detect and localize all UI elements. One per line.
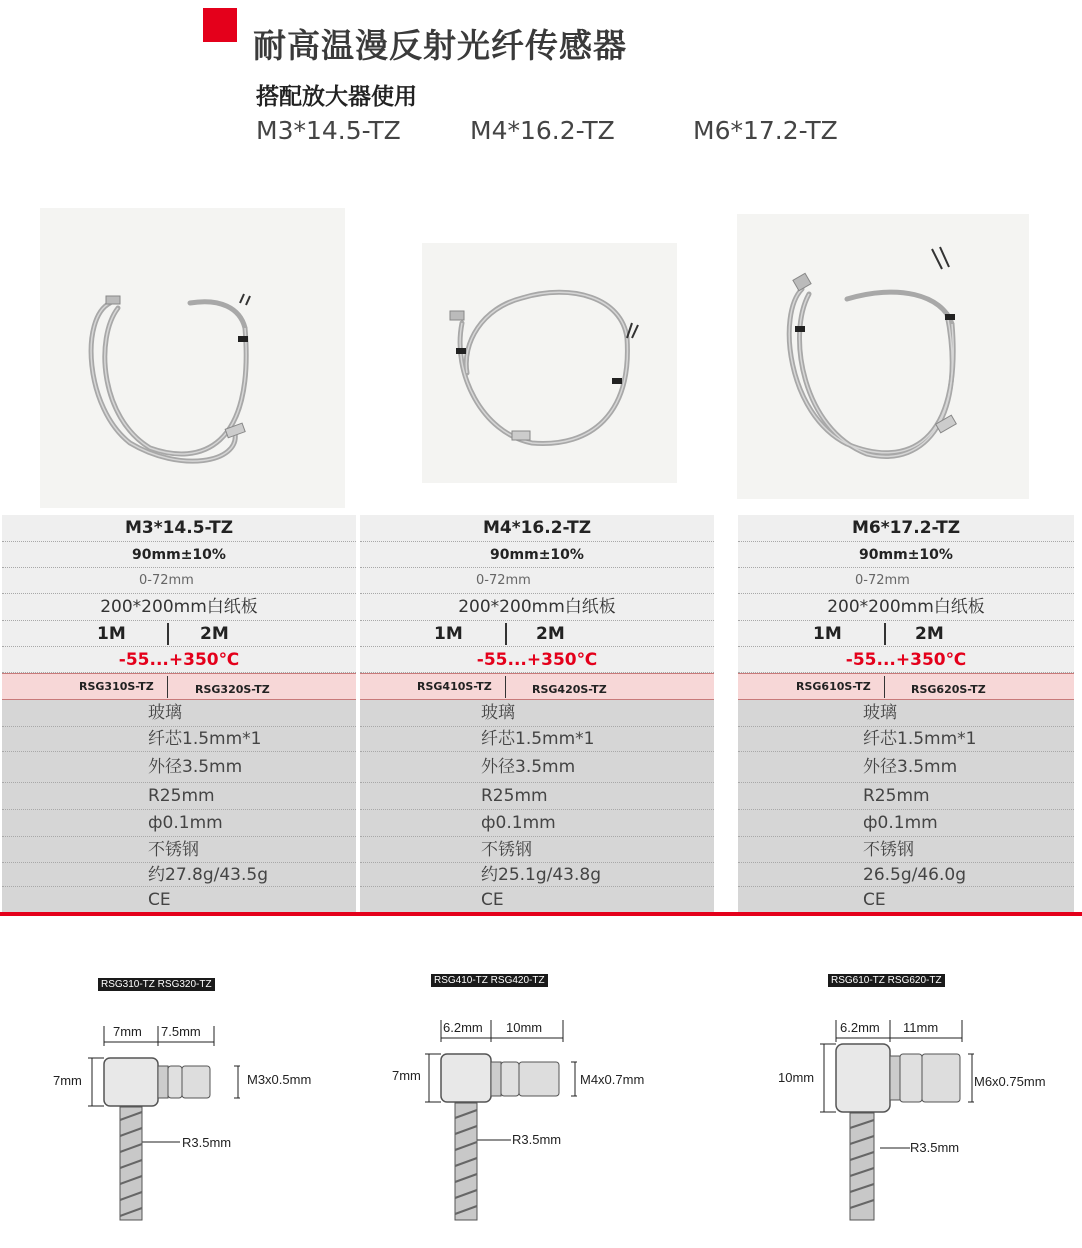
dim-thread: M6x0.75mm — [974, 1074, 1046, 1089]
dim-thread-length: 7.5mm — [161, 1024, 201, 1039]
dim-height: 10mm — [778, 1070, 815, 1085]
spec-range: 0-72mm — [2, 568, 356, 594]
spec-model: M3*14.5-TZ — [2, 515, 356, 542]
spec-material: 不锈钢 — [738, 837, 1074, 863]
divider — [505, 676, 506, 698]
spec-length — [2, 621, 356, 647]
page-title: 耐高温漫反射光纤传感器 — [253, 26, 627, 65]
spec-min-object: ф0.1mm — [2, 810, 356, 837]
drawing-m6 — [770, 970, 1075, 1240]
divider — [167, 676, 168, 698]
spec-material: 不锈钢 — [2, 837, 356, 863]
spec-bend: R25mm — [738, 783, 1074, 810]
spec-lens: 玻璃 — [360, 700, 714, 727]
spec-weight: 约27.8g/43.5g — [2, 863, 356, 887]
model-badge: RSG410-TZ RSG420-TZ — [431, 974, 548, 987]
code-2: RSG420S-TZ — [532, 683, 607, 696]
spec-bend: R25mm — [360, 783, 714, 810]
code-1: RSG410S-TZ — [417, 680, 492, 693]
dim-thread: M4x0.7mm — [580, 1072, 645, 1087]
dim-height: 7mm — [392, 1068, 421, 1083]
product-photo-m3 — [40, 208, 345, 508]
spec-lens: 玻璃 — [738, 700, 1074, 727]
spec-lens: 玻璃 — [2, 700, 356, 727]
spec-column-m3 — [2, 515, 356, 913]
spec-core: 纤芯1.5mm*1 — [738, 727, 1074, 752]
spec-column-m6 — [738, 515, 1074, 913]
product-photo-m4 — [422, 243, 677, 483]
dim-radius: R3.5mm — [910, 1140, 960, 1155]
spec-target: 200*200mm白纸板 — [360, 594, 714, 621]
length-1m: 1M — [97, 624, 126, 644]
dim-head-width: 6.2mm — [443, 1020, 483, 1035]
spec-weight: 26.5g/46.0g — [738, 863, 1074, 887]
model-heading-2: M4*16.2-TZ — [470, 116, 615, 145]
divider — [167, 623, 169, 645]
spec-cert: CE — [360, 887, 714, 913]
spec-distance: 90mm±10% — [360, 542, 714, 568]
spec-bend: R25mm — [2, 783, 356, 810]
drawing-m4 — [385, 970, 705, 1240]
spec-codes — [360, 673, 714, 700]
length-2m: 2M — [200, 624, 229, 644]
dim-height: 7mm — [53, 1073, 82, 1088]
spec-min-object: ф0.1mm — [360, 810, 714, 837]
spec-core: 纤芯1.5mm*1 — [360, 727, 714, 752]
length-2m: 2M — [915, 624, 944, 644]
spec-outer: 外径3.5mm — [2, 752, 356, 783]
code-2: RSG620S-TZ — [911, 683, 986, 696]
spec-target: 200*200mm白纸板 — [2, 594, 356, 621]
spec-min-object: ф0.1mm — [738, 810, 1074, 837]
spec-column-m4 — [360, 515, 714, 913]
spec-model: M4*16.2-TZ — [360, 515, 714, 542]
divider — [884, 676, 885, 698]
product-photo-m6 — [737, 214, 1029, 499]
spec-codes — [738, 673, 1074, 700]
dim-radius: R3.5mm — [182, 1135, 232, 1150]
dim-radius: R3.5mm — [512, 1132, 562, 1147]
dim-head-width: 6.2mm — [840, 1020, 880, 1035]
spec-cert: CE — [2, 887, 356, 913]
length-2m: 2M — [536, 624, 565, 644]
spec-weight: 约25.1g/43.8g — [360, 863, 714, 887]
accent-square — [203, 8, 237, 42]
spec-outer: 外径3.5mm — [360, 752, 714, 783]
code-2: RSG320S-TZ — [195, 683, 270, 696]
dim-thread-length: 11mm — [903, 1020, 939, 1035]
spec-target: 200*200mm白纸板 — [738, 594, 1074, 621]
spec-material: 不锈钢 — [360, 837, 714, 863]
spec-range: 0-72mm — [360, 568, 714, 594]
spec-distance: 90mm±10% — [738, 542, 1074, 568]
model-badge: RSG610-TZ RSG620-TZ — [828, 974, 945, 987]
spec-cert: CE — [738, 887, 1074, 913]
spec-core: 纤芯1.5mm*1 — [2, 727, 356, 752]
spec-temperature: -55...+350℃ — [2, 647, 356, 673]
spec-range: 0-72mm — [738, 568, 1074, 594]
length-1m: 1M — [434, 624, 463, 644]
dim-thread: M3x0.5mm — [247, 1072, 312, 1087]
code-1: RSG610S-TZ — [796, 680, 871, 693]
dim-thread-length: 10mm — [506, 1020, 543, 1035]
code-1: RSG310S-TZ — [79, 680, 154, 693]
spec-outer: 外径3.5mm — [738, 752, 1074, 783]
page-subtitle: 搭配放大器使用 — [256, 84, 417, 110]
spec-length — [738, 621, 1074, 647]
length-1m: 1M — [813, 624, 842, 644]
spec-length — [360, 621, 714, 647]
model-badge: RSG310-TZ RSG320-TZ — [98, 978, 215, 991]
spec-codes — [2, 673, 356, 700]
divider — [505, 623, 507, 645]
spec-model: M6*17.2-TZ — [738, 515, 1074, 542]
spec-temperature: -55...+350℃ — [738, 647, 1074, 673]
red-divider — [0, 912, 1082, 916]
model-heading-1: M3*14.5-TZ — [256, 116, 401, 145]
dim-head-width: 7mm — [113, 1024, 142, 1039]
spec-distance: 90mm±10% — [2, 542, 356, 568]
divider — [884, 623, 886, 645]
spec-temperature: -55...+350℃ — [360, 647, 714, 673]
model-heading-3: M6*17.2-TZ — [693, 116, 838, 145]
drawing-m3 — [40, 970, 360, 1240]
